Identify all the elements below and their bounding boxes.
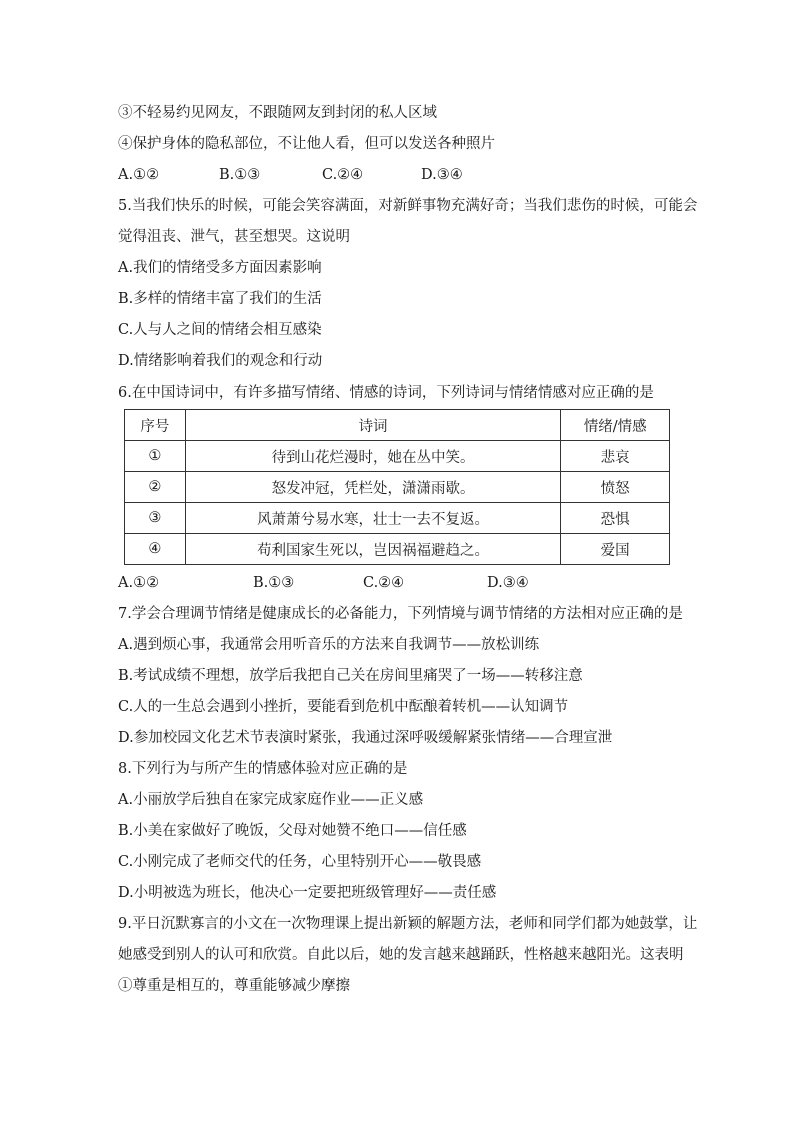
q6-option-b[interactable]: B.①③ xyxy=(253,575,295,591)
q4-option-c[interactable]: C.②④ xyxy=(322,167,364,183)
q6-stem: 6.在中国诗词中，有许多描写情绪、情感的诗词，下列诗词与情绪情感对应正确的是 xyxy=(118,385,654,401)
row-poem: 怒发冲冠，凭栏处，潇潇雨歇。 xyxy=(185,472,561,503)
q4-option-a[interactable]: A.①② xyxy=(118,167,160,183)
header-emotion: 情绪/情感 xyxy=(561,410,670,441)
q7-option-c[interactable]: C.人的一生总会遇到小挫折，要能看到危机中酝酿着转机——认知调节 xyxy=(118,699,569,715)
q5-option-b[interactable]: B.多样的情绪丰富了我们的生活 xyxy=(118,291,322,307)
q6-option-d[interactable]: D.③④ xyxy=(487,575,529,591)
q5-stem-line-1: 5.当我们快乐的时候，可能会笑容满面，对新鲜事物充满好奇；当我们悲伤的时候，可能会 xyxy=(118,198,698,214)
table-header-row xyxy=(125,410,670,441)
poem-emotion-table xyxy=(124,409,670,565)
q7-option-b[interactable]: B.考试成绩不理想，放学后我把自己关在房间里痛哭了一场——转移注意 xyxy=(118,668,583,684)
q7-stem: 7.学会合理调节情绪是健康成长的必备能力，下列情境与调节情绪的方法相对应正确的是 xyxy=(118,606,683,622)
q8-stem: 8.下列行为与所产生的情感体验对应正确的是 xyxy=(118,761,408,777)
q9-stem-line-1: 9.平日沉默寡言的小文在一次物理课上提出新颖的解题方法，老师和同学们都为她鼓掌，让 xyxy=(118,916,698,932)
row-poem: 待到山花烂漫时，她在丛中笑。 xyxy=(185,441,561,472)
row-emotion: 悲哀 xyxy=(561,441,670,472)
q4-option-d[interactable]: D.③④ xyxy=(421,167,463,183)
header-serial: 序号 xyxy=(125,410,186,441)
row-emotion: 恐惧 xyxy=(561,503,670,534)
q7-option-d[interactable]: D.参加校园文化艺术节表演时紧张，我通过深呼吸缓解紧张情绪——合理宣泄 xyxy=(118,730,613,746)
q8-option-d[interactable]: D.小明被选为班长，他决心一定要把班级管理好——责任感 xyxy=(118,885,497,901)
q9-item-1: ①尊重是相互的，尊重能够减少摩擦 xyxy=(118,978,350,994)
q7-option-a[interactable]: A.遇到烦心事，我通常会用听音乐的方法来自我调节——放松训练 xyxy=(118,637,540,653)
table-row xyxy=(125,441,670,472)
q6-options xyxy=(118,573,678,593)
table-row xyxy=(125,472,670,503)
q6-option-c[interactable]: C.②④ xyxy=(363,575,405,591)
row-serial: ③ xyxy=(125,503,186,534)
q5-stem-line-2: 觉得沮丧、泄气，甚至想哭。这说明 xyxy=(118,229,350,245)
row-emotion: 愤怒 xyxy=(561,472,670,503)
q5-option-a[interactable]: A.我们的情绪受多方面因素影响 xyxy=(118,260,322,276)
q5-option-d[interactable]: D.情绪影响着我们的观念和行动 xyxy=(118,353,323,369)
q4-options xyxy=(118,165,678,185)
q8-option-b[interactable]: B.小美在家做好了晚饭，父母对她赞不绝口——信任感 xyxy=(118,823,467,839)
row-emotion: 爱国 xyxy=(561,534,670,565)
row-serial: ④ xyxy=(125,534,186,565)
q8-option-a[interactable]: A.小丽放学后独自在家完成家庭作业——正义感 xyxy=(118,792,424,808)
q9-stem-line-2: 她感受到别人的认可和欣赏。自此以后，她的发言越来越踊跃，性格越来越阳光。这表明 xyxy=(118,947,684,963)
q4-item-4: ④保护身体的隐私部位，不让他人看，但可以发送各种照片 xyxy=(118,136,495,152)
row-serial: ② xyxy=(125,472,186,503)
q4-option-b[interactable]: B.①③ xyxy=(219,167,261,183)
header-poem: 诗词 xyxy=(185,410,561,441)
q8-option-c[interactable]: C.小刚完成了老师交代的任务，心里特别开心——敬畏感 xyxy=(118,854,482,870)
q6-option-a[interactable]: A.①② xyxy=(118,575,160,591)
q5-option-c[interactable]: C.人与人之间的情绪会相互感染 xyxy=(118,322,322,338)
q4-item-3: ③不轻易约见网友，不跟随网友到封闭的私人区域 xyxy=(118,105,437,121)
row-poem: 风萧萧兮易水寒，壮士一去不复返。 xyxy=(185,503,561,534)
table-row xyxy=(125,503,670,534)
row-poem: 苟利国家生死以，岂因祸福避趋之。 xyxy=(185,534,561,565)
table-row xyxy=(125,534,670,565)
row-serial: ① xyxy=(125,441,186,472)
